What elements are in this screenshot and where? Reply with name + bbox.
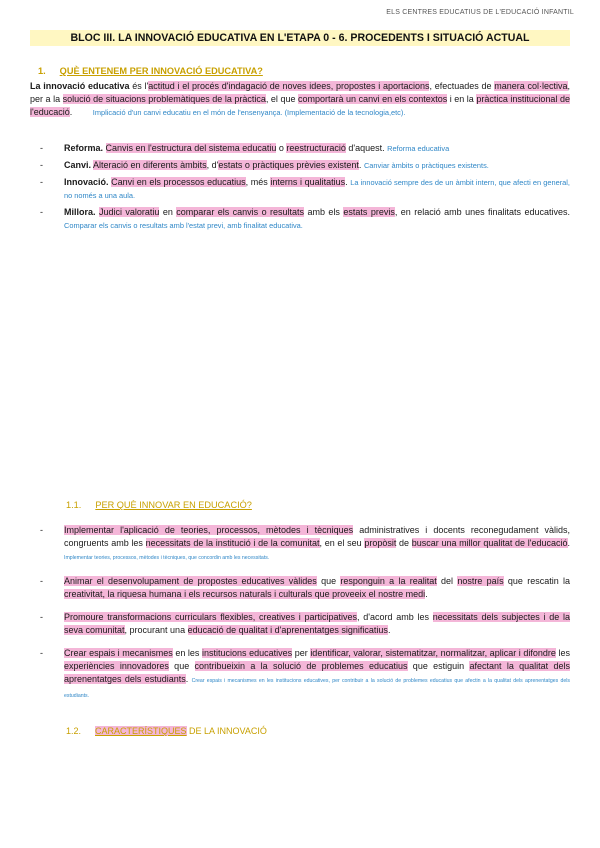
- section-1-heading: [38, 66, 263, 76]
- bullet-dash: -: [40, 143, 43, 153]
- handwritten-note: Comparar els canvis o resultats amb l'estat previ, amb finalitat educativa.: [64, 221, 303, 230]
- list-item: - Millora. Judici valoratiu en comparar els canvis o resultats amb els estats previs, en relació amb unes finalitats educatives. Comparar els canvis o resultats amb l'estat previ, amb finalitat educativa.: [40, 207, 570, 230]
- handwritten-note: Implicació d'un canvi educatiu en el món de l'ensenyança. (Implementació de la tecnologia,etc).: [92, 108, 406, 117]
- running-header: ELS CENTRES EDUCATIUS DE L'EDUCACIÓ INFANTIL: [386, 9, 574, 16]
- list-item: - Animar el desenvolupament de propostes educatives vàlides que responguin a la realitat del nostre país que rescatin la creativitat, la riquesa humana i els recursos naturals i culturals que proveeix el nostre medi.: [40, 576, 570, 599]
- section-title: QUÈ ENTENEM PER INNOVACIÓ EDUCATIVA?: [59, 66, 263, 76]
- highlight: manera col·lectiva: [494, 81, 568, 91]
- definitions-list: [40, 142, 570, 236]
- section-number: 1.1.: [66, 500, 82, 510]
- handwritten-note: Reforma educativa: [387, 144, 450, 153]
- highlight: pràctica institucional de l'educació: [30, 94, 570, 117]
- bullet-dash: -: [40, 207, 43, 217]
- list-item: - Crear espais i mecanismes en les institucions educatives per identificar, valorar, sistematitzar, normalitzar, aplicar i difondre les experiències innovadores que contribueixin a la solució de problemes educatius que estiguin afectant la qualitat dels aprenentatges dels estudiants. Crear espais i mecanismes en les institucions educatives, per contribuir a la solució de problemes educatius que afectin a la qualitat dels aprenentatges dels estudiants.: [40, 648, 570, 699]
- handwritten-note: Canviar àmbits o pràctiques existents.: [363, 161, 489, 170]
- intro-paragraph: La innovació educativa és l'actitud i el procés d'indagació de noves idees, propostes i aportacions, efectuades de manera col·lectiva, per a la solució de situacions problemàtiques de la pràctica, el que comportarà un canvi en els contextos i en la pràctica institucional de l'educació. Implicació d'un canvi educatiu en el món de l'ensenyança. (Implementació de la tecnologia,etc).: [30, 81, 571, 117]
- section-number: 1.: [38, 66, 46, 76]
- section-title: CARACTERÍSTIQUES: [95, 726, 187, 736]
- highlight: actitud i el procés d'indagació de noves idees, propostes i aportacions: [148, 81, 430, 91]
- handwritten-note: Implementar teories, processos, mètodes i tècniques, que concordin amb les necessitats.: [64, 555, 270, 561]
- list-item: - Innovació. Canvi en els processos educatius, més interns i qualitatius. La innovació sempre des de un àmbit intern, que afecti en general, no només a una aula.: [40, 177, 570, 200]
- list-item: - Implementar l'aplicació de teories, processos, mètodes i tècniques administratives i docents reconegudament vàlids, congruents amb les necessitats de la institució i de la comunitat, en el seu propòsit de buscar una millor qualitat de l'educació. Implementar teories, processos, mètodes i tècniques, que concordin amb les necessitats.: [40, 525, 571, 561]
- document-title: BLOC III. LA INNOVACIÓ EDUCATIVA EN L'ETAPA 0 - 6. PROCEDENTS I SITUACIÓ ACTUAL: [30, 30, 570, 46]
- highlight: solució de situacions problemàtiques de la pràctica: [62, 94, 266, 104]
- handwritten-note: La innovació sempre des de un àmbit intern, que afecti en general, no només a una aula.: [64, 178, 570, 200]
- list-item: - Promoure transformacions curriculars flexibles, creatives i participatives, d'acord amb les necessitats dels subjectes i de la seva comunitat, procurant una educació de qualitat i d'aprenentatges significatius.: [40, 612, 570, 635]
- section-1-1-heading: [66, 500, 252, 510]
- key-term: La innovació educativa: [30, 81, 130, 91]
- handwritten-note: Crear espais i mecanismes en les institucions educatives, per contribuir a la solució de problemes educatius que afectin a la qualitat dels aprenentatges dels estudiants.: [64, 678, 570, 699]
- highlight: comportarà un canvi en els contextos: [298, 94, 448, 104]
- bullet-dash: -: [40, 612, 43, 622]
- section-1-2-heading: 1.2. CARACTERÍSTIQUES DE LA INNOVACIÓ: [66, 726, 267, 736]
- section-number: 1.2.: [66, 726, 82, 736]
- bullet-dash: -: [40, 576, 43, 586]
- why-innovate-list: [40, 524, 570, 707]
- bullet-dash: -: [40, 160, 43, 170]
- list-item: - Reforma. Canvis en l'estructura del sistema educatiu o reestructuració d'aquest. Reforma educativa: [40, 143, 450, 153]
- bullet-dash: -: [40, 525, 43, 535]
- section-title: PER QUÈ INNOVAR EN EDUCACIÓ?: [95, 500, 252, 510]
- bullet-dash: -: [40, 648, 43, 658]
- bullet-dash: -: [40, 177, 43, 187]
- list-item: - Canvi. Alteració en diferents àmbits, d'estats o pràctiques prèvies existent. Canviar àmbits o pràctiques existents.: [40, 160, 489, 170]
